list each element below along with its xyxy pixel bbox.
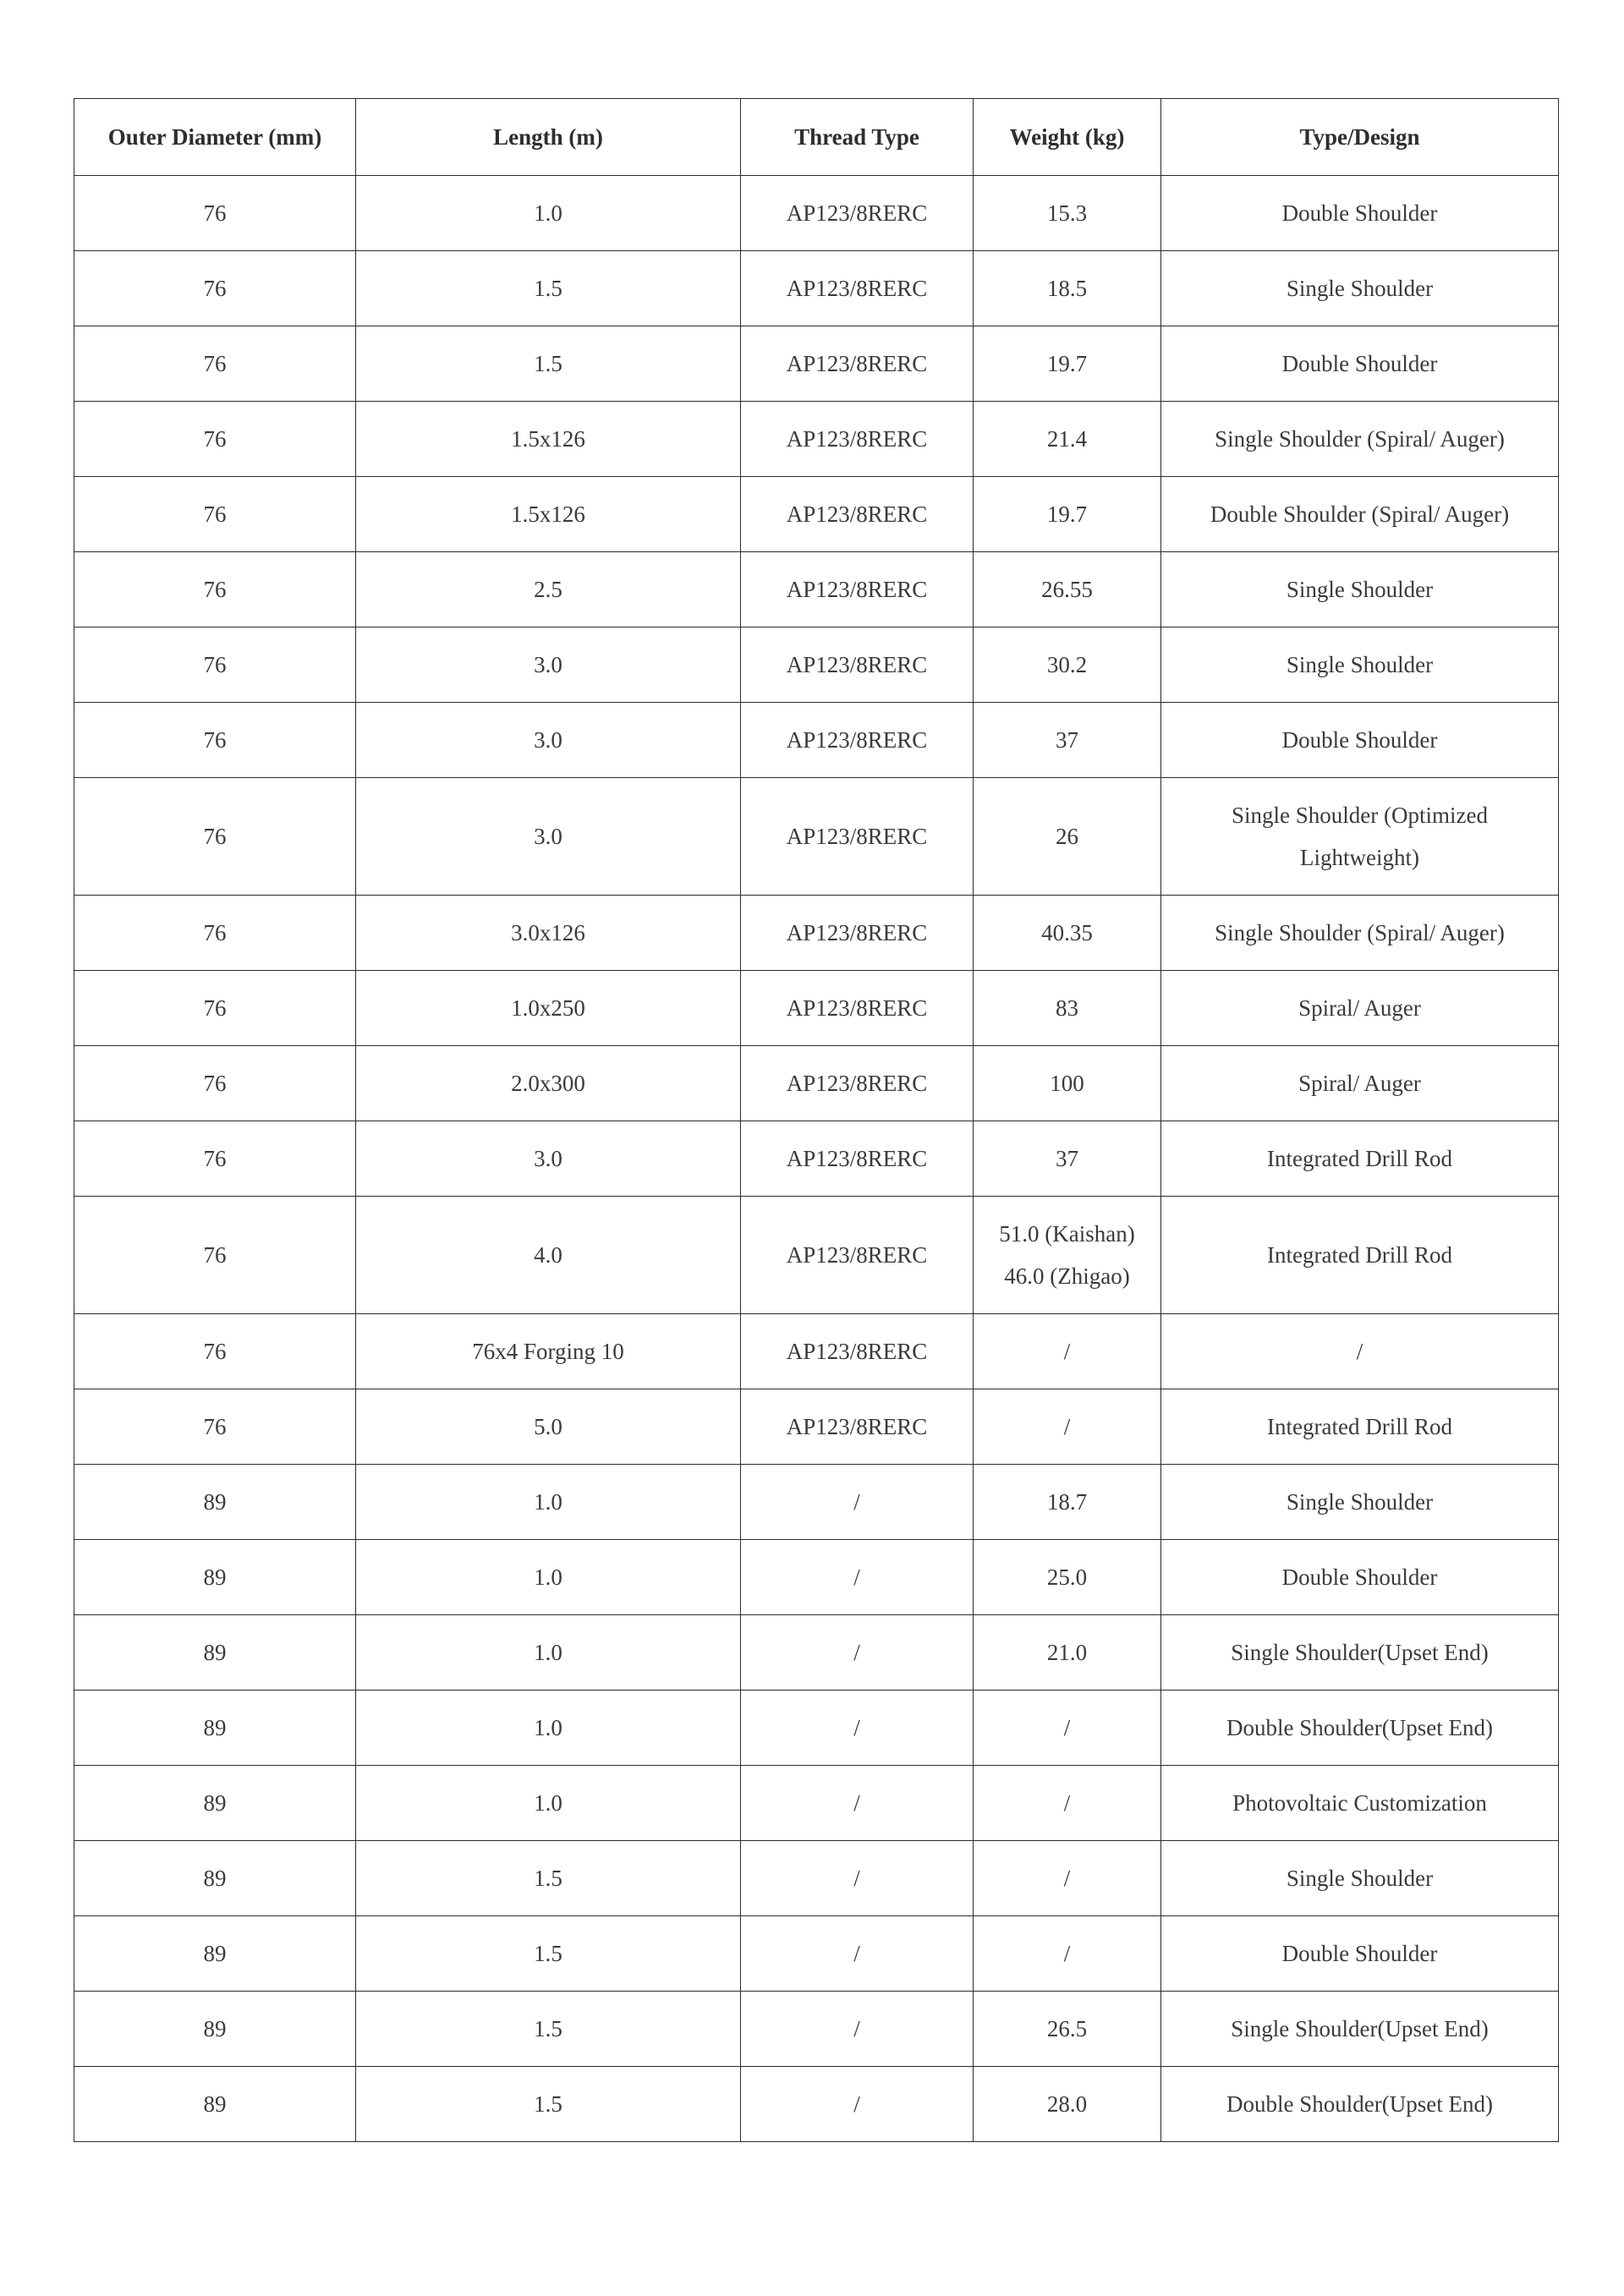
cell-weight	[974, 1389, 1161, 1465]
cell-text: 76	[203, 200, 227, 226]
cell-text: 76	[203, 1071, 227, 1096]
cell-length	[356, 552, 741, 627]
cell-weight	[974, 477, 1161, 552]
cell-text: Single Shoulder	[1286, 652, 1434, 677]
cell-outer-diameter	[74, 1314, 356, 1389]
cell-length	[356, 1465, 741, 1540]
cell-weight	[974, 1121, 1161, 1197]
cell-text: 89	[203, 2016, 227, 2041]
cell-text: /	[853, 1941, 860, 1966]
cell-length	[356, 1992, 741, 2067]
cell-text: /	[853, 1564, 860, 1590]
cell-text: 76	[203, 727, 227, 753]
cell-text: Single Shoulder(Upset End)	[1231, 1640, 1489, 1665]
cell-type-design	[1161, 1197, 1559, 1314]
cell-weight	[974, 552, 1161, 627]
cell-text: 1.5	[534, 2091, 562, 2117]
cell-text: 89	[203, 1941, 227, 1966]
header-type-design: Type/Design	[1161, 99, 1559, 176]
cell-type-design	[1161, 1916, 1559, 1992]
table-row	[74, 1615, 1559, 1690]
cell-text: Single Shoulder	[1286, 1489, 1434, 1515]
cell-text: 37	[1056, 727, 1078, 753]
cell-text: /	[853, 2016, 860, 2041]
cell-type-design	[1161, 1766, 1559, 1841]
cell-text: AP123/8RERC	[786, 426, 928, 452]
cell-text: 2.0x300	[511, 1071, 585, 1096]
cell-text: Double Shoulder	[1281, 200, 1438, 226]
cell-text: Single Shoulder (Optimized	[1232, 803, 1488, 828]
cell-text: Single Shoulder	[1286, 577, 1434, 602]
cell-outer-diameter	[74, 1992, 356, 2067]
cell-text: 5.0	[534, 1414, 562, 1439]
cell-outer-diameter	[74, 552, 356, 627]
table-row	[74, 1197, 1559, 1314]
cell-thread-type	[741, 1690, 974, 1766]
cell-text: 26	[1056, 824, 1078, 849]
cell-text: 89	[203, 1640, 227, 1665]
cell-text: 3.0x126	[511, 920, 585, 945]
cell-text: 89	[203, 1564, 227, 1590]
cell-thread-type	[741, 1841, 974, 1916]
cell-outer-diameter	[74, 1615, 356, 1690]
cell-text: 26.55	[1041, 577, 1093, 602]
cell-text: Single Shoulder	[1286, 1866, 1434, 1891]
cell-text: Double Shoulder(Upset End)	[1226, 1715, 1493, 1740]
table-row	[74, 1766, 1559, 1841]
cell-length	[356, 1615, 741, 1690]
cell-thread-type	[741, 1766, 974, 1841]
cell-length	[356, 1540, 741, 1615]
cell-text: 4.0	[534, 1242, 562, 1268]
cell-text: 89	[203, 1715, 227, 1740]
cell-length	[356, 1841, 741, 1916]
cell-outer-diameter	[74, 1121, 356, 1197]
cell-type-design	[1161, 326, 1559, 402]
cell-type-design	[1161, 627, 1559, 703]
cell-length	[356, 1314, 741, 1389]
cell-weight	[974, 1766, 1161, 1841]
cell-length	[356, 1690, 741, 1766]
cell-text: /	[1063, 1941, 1071, 1966]
cell-text: /	[853, 1715, 860, 1740]
table-row	[74, 402, 1559, 477]
cell-type-design	[1161, 1615, 1559, 1690]
cell-thread-type	[741, 402, 974, 477]
cell-thread-type	[741, 1121, 974, 1197]
cell-text: /	[853, 1790, 860, 1816]
cell-text: 37	[1056, 1146, 1078, 1171]
cell-text: 1.0	[534, 1564, 562, 1590]
table-row	[74, 1690, 1559, 1766]
table-row	[74, 326, 1559, 402]
cell-text: 89	[203, 2091, 227, 2117]
cell-text: /	[1063, 1790, 1071, 1816]
header-outer-diameter: Outer Diameter (mm)	[74, 99, 356, 176]
cell-text: 1.0	[534, 1489, 562, 1515]
cell-text: 76	[203, 920, 227, 945]
cell-text: AP123/8RERC	[786, 1414, 928, 1439]
cell-text: 26.5	[1046, 2016, 1088, 2041]
cell-outer-diameter	[74, 1465, 356, 1540]
cell-text: 3.0	[534, 652, 562, 677]
cell-text: Double Shoulder	[1281, 1564, 1438, 1590]
cell-weight	[974, 896, 1161, 971]
cell-text: Integrated Drill Rod	[1267, 1414, 1452, 1439]
cell-text: 1.5	[534, 2016, 562, 2041]
cell-type-design	[1161, 896, 1559, 971]
cell-text: AP123/8RERC	[786, 1146, 928, 1171]
cell-text: 19.7	[1046, 501, 1088, 527]
cell-text: 19.7	[1046, 351, 1088, 376]
cell-thread-type	[741, 703, 974, 778]
cell-text: 40.35	[1041, 920, 1093, 945]
cell-weight	[974, 778, 1161, 896]
cell-thread-type	[741, 627, 974, 703]
cell-text: 1.5	[534, 1941, 562, 1966]
cell-type-design	[1161, 1046, 1559, 1121]
cell-text: 76	[203, 426, 227, 452]
cell-outer-diameter	[74, 1766, 356, 1841]
cell-text: Lightweight)	[1300, 845, 1419, 870]
table-row	[74, 1916, 1559, 1992]
cell-text: 1.5x126	[511, 426, 585, 452]
cell-weight	[974, 1314, 1161, 1389]
cell-thread-type	[741, 1465, 974, 1540]
cell-weight	[974, 1992, 1161, 2067]
cell-outer-diameter	[74, 2067, 356, 2142]
header-length: Length (m)	[356, 99, 741, 176]
cell-text: AP123/8RERC	[786, 1242, 928, 1268]
cell-text: 89	[203, 1489, 227, 1515]
cell-outer-diameter	[74, 176, 356, 251]
cell-text: 1.0	[534, 200, 562, 226]
cell-text: /	[853, 1489, 860, 1515]
cell-text: 76	[203, 1339, 227, 1364]
cell-text: AP123/8RERC	[786, 995, 928, 1021]
cell-text: 25.0	[1046, 1564, 1088, 1590]
cell-thread-type	[741, 971, 974, 1046]
cell-text: 28.0	[1046, 2091, 1088, 2117]
cell-text: 1.0	[534, 1790, 562, 1816]
cell-text: Single Shoulder(Upset End)	[1231, 2016, 1489, 2041]
table-row	[74, 1540, 1559, 1615]
cell-type-design	[1161, 1690, 1559, 1766]
cell-thread-type	[741, 2067, 974, 2142]
cell-outer-diameter	[74, 971, 356, 1046]
table-row	[74, 778, 1559, 896]
cell-type-design	[1161, 477, 1559, 552]
cell-type-design	[1161, 2067, 1559, 2142]
cell-length	[356, 971, 741, 1046]
cell-length	[356, 176, 741, 251]
cell-text: 1.0x250	[511, 995, 585, 1021]
cell-text: Spiral/ Auger	[1298, 995, 1421, 1021]
cell-text: 3.0	[534, 824, 562, 849]
cell-type-design	[1161, 552, 1559, 627]
cell-text: 76	[203, 1414, 227, 1439]
cell-type-design	[1161, 402, 1559, 477]
table-header-row	[74, 99, 1559, 176]
cell-weight	[974, 703, 1161, 778]
cell-type-design	[1161, 176, 1559, 251]
cell-outer-diameter	[74, 778, 356, 896]
table-row	[74, 1121, 1559, 1197]
cell-thread-type	[741, 477, 974, 552]
cell-length	[356, 2067, 741, 2142]
cell-text: /	[1063, 1339, 1071, 1364]
cell-text: 1.0	[534, 1715, 562, 1740]
cell-outer-diameter	[74, 402, 356, 477]
cell-text: /	[1356, 1339, 1363, 1364]
table-row	[74, 251, 1559, 326]
cell-text: Double Shoulder	[1281, 351, 1438, 376]
cell-text: Single Shoulder (Spiral/ Auger)	[1215, 426, 1505, 452]
cell-thread-type	[741, 326, 974, 402]
cell-thread-type	[741, 1389, 974, 1465]
cell-outer-diameter	[74, 703, 356, 778]
cell-outer-diameter	[74, 1916, 356, 1992]
cell-text: Spiral/ Auger	[1298, 1071, 1421, 1096]
cell-text: 1.5	[534, 1866, 562, 1891]
cell-text: Double Shoulder	[1281, 1941, 1438, 1966]
cell-text: /	[1063, 1715, 1071, 1740]
cell-weight	[974, 1690, 1161, 1766]
cell-text: 18.7	[1046, 1489, 1088, 1515]
cell-outer-diameter	[74, 326, 356, 402]
cell-length	[356, 703, 741, 778]
header-weight: Weight (kg)	[974, 99, 1161, 176]
cell-text: AP123/8RERC	[786, 824, 928, 849]
drill-rod-spec-table	[74, 98, 1559, 2142]
cell-length	[356, 477, 741, 552]
cell-text: 1.5	[534, 351, 562, 376]
table-row	[74, 703, 1559, 778]
table-row	[74, 971, 1559, 1046]
cell-text: 76	[203, 995, 227, 1021]
cell-length	[356, 1121, 741, 1197]
cell-text: AP123/8RERC	[786, 1339, 928, 1364]
cell-text: 18.5	[1046, 276, 1088, 301]
cell-text: AP123/8RERC	[786, 727, 928, 753]
cell-text: AP123/8RERC	[786, 200, 928, 226]
table-row	[74, 627, 1559, 703]
cell-text: 15.3	[1046, 200, 1088, 226]
cell-text: 21.0	[1046, 1640, 1088, 1665]
cell-type-design	[1161, 1314, 1559, 1389]
cell-text: 89	[203, 1790, 227, 1816]
table-row	[74, 1841, 1559, 1916]
cell-weight	[974, 402, 1161, 477]
cell-text: 76	[203, 501, 227, 527]
cell-text: 51.0 (Kaishan)	[999, 1221, 1135, 1247]
cell-text: /	[853, 1866, 860, 1891]
cell-thread-type	[741, 1314, 974, 1389]
cell-type-design	[1161, 703, 1559, 778]
cell-text: 1.5	[534, 276, 562, 301]
cell-text: 76	[203, 1146, 227, 1171]
cell-text: Double Shoulder(Upset End)	[1226, 2091, 1493, 2117]
table-row	[74, 896, 1559, 971]
cell-text: AP123/8RERC	[786, 501, 928, 527]
cell-text: AP123/8RERC	[786, 577, 928, 602]
cell-weight	[974, 1841, 1161, 1916]
cell-thread-type	[741, 1046, 974, 1121]
cell-thread-type	[741, 552, 974, 627]
cell-weight	[974, 251, 1161, 326]
cell-length	[356, 896, 741, 971]
cell-thread-type	[741, 1540, 974, 1615]
cell-text: AP123/8RERC	[786, 1071, 928, 1096]
table-row	[74, 1992, 1559, 2067]
table-row	[74, 176, 1559, 251]
table-row	[74, 1314, 1559, 1389]
cell-type-design	[1161, 1465, 1559, 1540]
cell-length	[356, 1389, 741, 1465]
cell-text: Single Shoulder (Spiral/ Auger)	[1215, 920, 1505, 945]
cell-thread-type	[741, 1916, 974, 1992]
cell-outer-diameter	[74, 1540, 356, 1615]
cell-text: 76x4 Forging 10	[472, 1339, 624, 1364]
cell-length	[356, 251, 741, 326]
cell-length	[356, 402, 741, 477]
cell-text: Integrated Drill Rod	[1267, 1242, 1452, 1268]
cell-text: AP123/8RERC	[786, 351, 928, 376]
cell-text: 3.0	[534, 727, 562, 753]
cell-text: 76	[203, 351, 227, 376]
cell-text: AP123/8RERC	[786, 652, 928, 677]
cell-outer-diameter	[74, 1690, 356, 1766]
cell-text: 46.0 (Zhigao)	[1004, 1263, 1130, 1289]
cell-weight	[974, 2067, 1161, 2142]
cell-weight	[974, 1540, 1161, 1615]
cell-text: /	[1063, 1866, 1071, 1891]
cell-weight	[974, 971, 1161, 1046]
cell-outer-diameter	[74, 627, 356, 703]
cell-type-design	[1161, 1389, 1559, 1465]
table-row	[74, 1465, 1559, 1540]
cell-type-design	[1161, 778, 1559, 896]
table-row	[74, 552, 1559, 627]
cell-text: 1.5x126	[511, 501, 585, 527]
cell-thread-type	[741, 1615, 974, 1690]
cell-weight	[974, 1197, 1161, 1314]
cell-weight	[974, 176, 1161, 251]
cell-outer-diameter	[74, 1389, 356, 1465]
cell-text: 1.0	[534, 1640, 562, 1665]
cell-outer-diameter	[74, 1197, 356, 1314]
table-row	[74, 477, 1559, 552]
cell-length	[356, 326, 741, 402]
cell-text: 76	[203, 652, 227, 677]
cell-length	[356, 1046, 741, 1121]
cell-text: 30.2	[1046, 652, 1088, 677]
cell-text: AP123/8RERC	[786, 276, 928, 301]
cell-text: /	[853, 2091, 860, 2117]
cell-type-design	[1161, 1992, 1559, 2067]
cell-type-design	[1161, 1540, 1559, 1615]
cell-text: 21.4	[1046, 426, 1088, 452]
table-row	[74, 2067, 1559, 2142]
cell-text: 76	[203, 1242, 227, 1268]
cell-text: 100	[1050, 1071, 1084, 1096]
cell-text: Photovoltaic Customization	[1232, 1790, 1487, 1816]
cell-outer-diameter	[74, 1841, 356, 1916]
cell-text: /	[1063, 1414, 1071, 1439]
cell-text: 89	[203, 1866, 227, 1891]
cell-text: 76	[203, 824, 227, 849]
cell-length	[356, 627, 741, 703]
cell-weight	[974, 1615, 1161, 1690]
cell-type-design	[1161, 1841, 1559, 1916]
cell-outer-diameter	[74, 896, 356, 971]
cell-outer-diameter	[74, 477, 356, 552]
cell-text: /	[853, 1640, 860, 1665]
cell-thread-type	[741, 896, 974, 971]
cell-thread-type	[741, 778, 974, 896]
header-thread-type: Thread Type	[741, 99, 974, 176]
table-row	[74, 1046, 1559, 1121]
cell-outer-diameter	[74, 1046, 356, 1121]
cell-text: AP123/8RERC	[786, 920, 928, 945]
cell-text: 76	[203, 276, 227, 301]
cell-text: 76	[203, 577, 227, 602]
cell-outer-diameter	[74, 251, 356, 326]
cell-text: Single Shoulder	[1286, 276, 1434, 301]
cell-length	[356, 1197, 741, 1314]
cell-thread-type	[741, 251, 974, 326]
cell-text: 2.5	[534, 577, 562, 602]
cell-text: Double Shoulder (Spiral/ Auger)	[1210, 501, 1510, 527]
cell-length	[356, 1766, 741, 1841]
table-row	[74, 1389, 1559, 1465]
cell-type-design	[1161, 971, 1559, 1046]
cell-length	[356, 1916, 741, 1992]
cell-type-design	[1161, 1121, 1559, 1197]
cell-thread-type	[741, 1197, 974, 1314]
cell-length	[356, 778, 741, 896]
cell-weight	[974, 1046, 1161, 1121]
cell-weight	[974, 1916, 1161, 1992]
cell-thread-type	[741, 176, 974, 251]
cell-text: Integrated Drill Rod	[1267, 1146, 1452, 1171]
cell-text: 83	[1056, 995, 1078, 1021]
cell-text: 3.0	[534, 1146, 562, 1171]
cell-thread-type	[741, 1992, 974, 2067]
cell-type-design	[1161, 251, 1559, 326]
cell-weight	[974, 1465, 1161, 1540]
cell-text: Double Shoulder	[1281, 727, 1438, 753]
table-body	[74, 176, 1559, 2142]
cell-weight	[974, 326, 1161, 402]
cell-weight	[974, 627, 1161, 703]
